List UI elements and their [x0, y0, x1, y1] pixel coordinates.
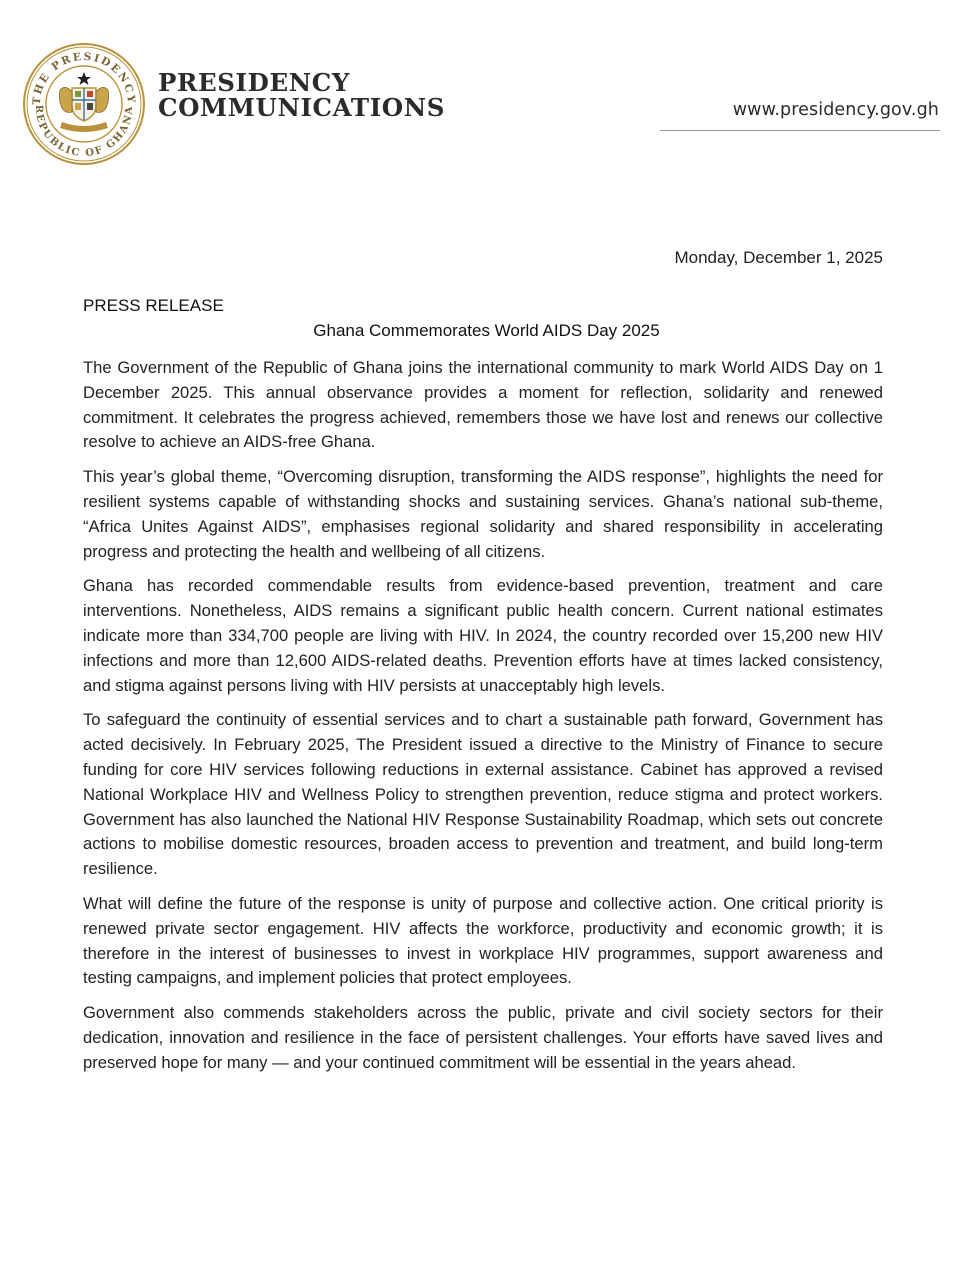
document-title: Ghana Commemorates World AIDS Day 2025: [313, 321, 660, 340]
release-date: Monday, December 1, 2025: [674, 248, 883, 267]
paragraph: Ghana has recorded commendable results from evidence-based prevention, treatment and care interventions. Nonetheless, AIDS remains a significant public health concern. Current national estimates indicate more than 334,700 people are living with HIV. In 2024, the country recorded over 15,200 new HIV infections and more than 12,600 AIDS-related deaths. Prevention efforts have at times lacked consistency, and stigma against persons living with HIV persists at unacceptably high levels.: [83, 576, 883, 695]
brand-wordmark: [158, 70, 445, 120]
svg-text:REPUBLIC OF GHANA: REPUBLIC OF GHANA: [32, 104, 136, 160]
paragraph: Government also commends stakeholders across the public, private and civil society sectors for their dedication, innovation and resilience in the face of persistent challenges. Your efforts have saved lives and preserved hope for many — and your continued commitment will be essential in the years ahead.: [83, 1003, 883, 1072]
paragraph: This year’s global theme, “Overcoming disruption, transforming the AIDS response”, highlights the need for resilient systems capable of withstanding shocks and sustaining services. Ghana’s national sub-theme, “Africa Unites Against AIDS”, emphasises regional solidarity and shared responsibility in accelerating progress and protecting the health and wellbeing of all citizens.: [83, 467, 883, 561]
paragraph: The Government of the Republic of Ghana joins the international community to mark World AIDS Day on 1 December 2025. This annual observance provides a moment for reflection, solidarity and renewed commitment. It celebrates the progress achieved, remembers those we have lost and renews our collective resolve to achieve an AIDS-free Ghana.: [83, 358, 883, 452]
press-release-label: PRESS RELEASE: [83, 296, 224, 315]
document-body: [83, 356, 883, 1086]
brand-line-1: PRESIDENCY: [158, 68, 350, 97]
website-link[interactable]: www.presidency.gov.gh: [732, 100, 939, 120]
brand-line-2: COMMUNICATIONS: [158, 93, 445, 122]
header-divider: [660, 130, 940, 131]
presidency-seal-logo: [22, 42, 146, 166]
svg-text:THE PRESIDENCY: THE PRESIDENCY: [30, 50, 138, 106]
paragraph: What will define the future of the response is unity of purpose and collective action. One critical priority is renewed private sector engagement. HIV affects the workforce, productivity and economic growth; it is therefore in the interest of businesses to invest in workplace HIV programmes, support awareness and testing campaigns, and implement policies that protect employees.: [83, 893, 883, 988]
paragraph: To safeguard the continuity of essential services and to chart a sustainable path forward, Government has acted decisively. In February 2025, The President issued a directive to the Ministry of Finance to secure funding for core HIV services following reductions in external assistance. Cabinet has approved a revised National Workplace HIV and Wellness Policy to strengthen prevention, reduce stigma and protect workers. Government has also launched the National HIV Response Sustainability Roadmap, which sets out concrete actions to mobilise domestic resources, broaden access to prevention and treatment, and build long-term resilience.: [83, 710, 883, 879]
